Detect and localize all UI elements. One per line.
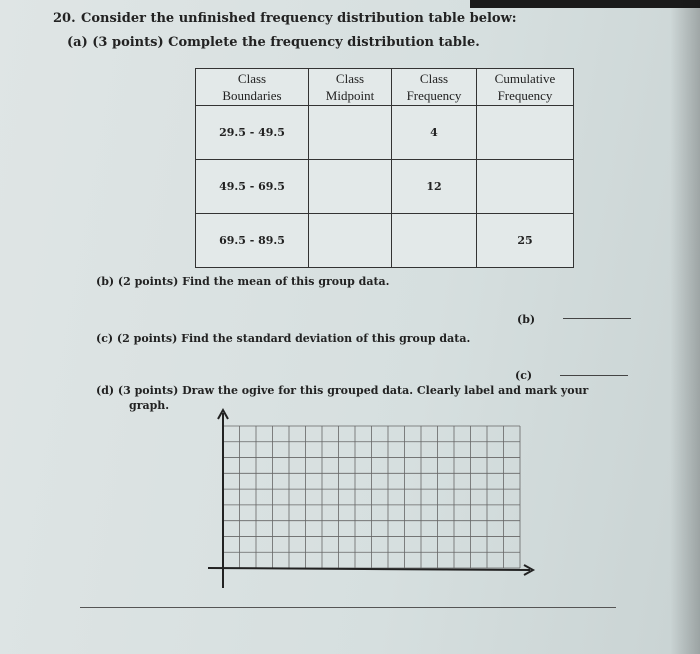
cell-frequency: 4 — [392, 106, 477, 160]
part-a-text: (a) (3 points) Complete the frequency distribution table. — [67, 35, 480, 50]
part-b-answer-label: (b) — [517, 313, 536, 326]
header-line: Class — [237, 71, 267, 86]
part-c-answer-label: (c) — [515, 369, 533, 382]
cell-boundaries: 69.5 - 89.5 — [196, 214, 309, 268]
header-cumulative-frequency — [477, 69, 574, 106]
photo-shadow — [670, 0, 700, 654]
header-line: Boundaries — [222, 88, 282, 103]
ogive-graph-grid[interactable] — [200, 405, 545, 590]
header-line: Class — [335, 71, 365, 86]
cell-midpoint — [309, 106, 392, 160]
divider-line — [80, 607, 616, 608]
photo-edge — [470, 0, 700, 8]
part-b-text: (b) (2 points) Find the mean of this group data. — [96, 275, 390, 288]
cell-cumulative — [477, 160, 574, 214]
header-line: Frequency — [406, 88, 462, 103]
table-row — [196, 106, 574, 160]
part-d-text-continued: graph. — [129, 399, 170, 412]
question-intro: Consider the unfinished frequency distribution table below: — [81, 11, 517, 26]
table-row — [196, 214, 574, 268]
part-b-answer-blank[interactable] — [563, 318, 631, 319]
cell-frequency — [392, 214, 477, 268]
cell-boundaries: 29.5 - 49.5 — [196, 106, 309, 160]
cell-frequency: 12 — [392, 160, 477, 214]
question-number: 20. — [53, 11, 76, 26]
table-header-row — [196, 69, 574, 106]
cell-cumulative — [477, 106, 574, 160]
part-c-answer-blank[interactable] — [560, 375, 628, 376]
header-line: Class — [419, 71, 449, 86]
header-class-boundaries — [196, 69, 309, 106]
table-row — [196, 160, 574, 214]
header-line: Cumulative — [494, 71, 556, 86]
header-line: Frequency — [497, 88, 553, 103]
cell-midpoint — [309, 160, 392, 214]
header-line: Midpoint — [325, 88, 375, 103]
header-class-midpoint — [309, 69, 392, 106]
frequency-table — [195, 68, 574, 268]
cell-boundaries: 49.5 - 69.5 — [196, 160, 309, 214]
header-class-frequency — [392, 69, 477, 106]
part-d-text: (d) (3 points) Draw the ogive for this grouped data. Clearly label and mark your — [96, 384, 589, 397]
cell-midpoint — [309, 214, 392, 268]
part-c-text: (c) (2 points) Find the standard deviation of this group data. — [96, 332, 471, 345]
cell-cumulative: 25 — [477, 214, 574, 268]
